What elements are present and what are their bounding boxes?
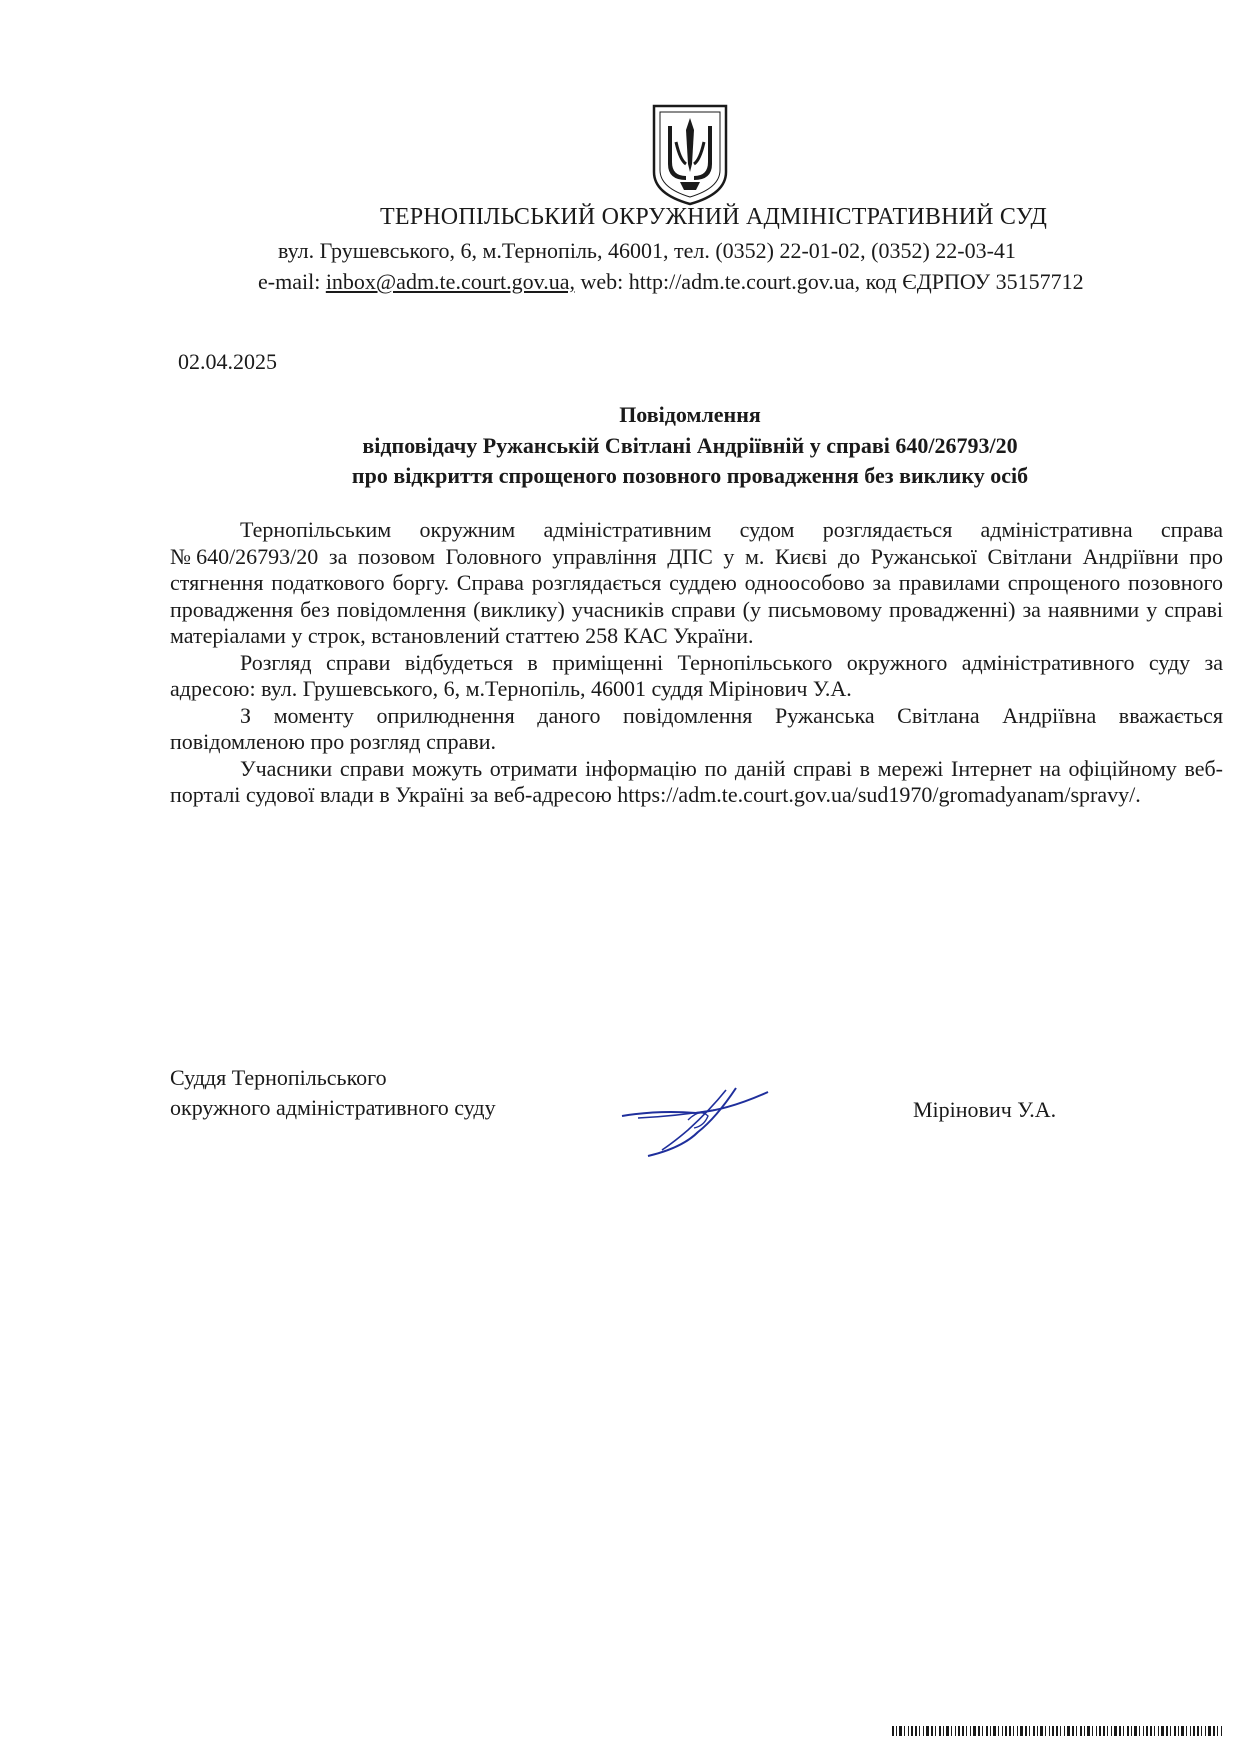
- barcode-bar: [939, 1726, 941, 1736]
- barcode-bar: [1170, 1726, 1171, 1736]
- barcode-bar: [955, 1726, 956, 1736]
- barcode-bar: [892, 1726, 894, 1736]
- court-name: ТЕРНОПІЛЬСЬКИЙ ОКРУЖНИЙ АДМІНІСТРАТИВНИЙ СУД: [380, 204, 1048, 230]
- barcode-bar: [1134, 1726, 1137, 1736]
- barcode-bar: [1060, 1726, 1061, 1736]
- barcode-bar: [998, 1726, 999, 1736]
- paragraph-venue: Розгляд справи відбудеться в приміщенні Тернопільського окружного адміністративного суду за адресою: вул. Грушевського, 6, м.Тернопіль, 46001 суддя Мірінович У.А.: [170, 649, 1223, 701]
- barcode-bar: [1045, 1726, 1046, 1736]
- barcode-bar: [926, 1726, 929, 1736]
- barcode-bar: [986, 1726, 988, 1736]
- barcode-strip: [892, 1726, 1222, 1736]
- barcode-bar: [1076, 1726, 1077, 1736]
- heading-addressee: відповідачу Ружанській Світлані Андріївній у справі 640/26793/20: [362, 432, 1018, 458]
- barcode-bar: [931, 1726, 933, 1736]
- barcode-bar: [1186, 1726, 1187, 1736]
- barcode-bar: [1096, 1726, 1097, 1736]
- barcode-bar: [962, 1726, 964, 1736]
- barcode-bar: [1114, 1726, 1117, 1736]
- barcode-bar: [1009, 1726, 1011, 1736]
- barcode-bar: [951, 1726, 952, 1736]
- barcode-bar: [919, 1726, 920, 1736]
- barcode-bar: [1166, 1726, 1168, 1736]
- barcode-bar: [1127, 1726, 1129, 1736]
- barcode-bar: [1052, 1726, 1054, 1736]
- barcode-bar: [1161, 1726, 1164, 1736]
- barcode-bar: [1107, 1726, 1108, 1736]
- heading-subject: про відкриття спрощеного позовного провадження без виклику осіб: [351, 463, 1029, 488]
- barcode-bar: [1143, 1726, 1144, 1736]
- barcode-bar: [1208, 1726, 1211, 1736]
- barcode-bar: [1072, 1726, 1074, 1736]
- barcode-bar: [982, 1726, 983, 1736]
- barcode-bar: [1190, 1726, 1191, 1736]
- barcode-bar: [915, 1726, 917, 1736]
- court-contacts: [258, 269, 1084, 295]
- barcode-bar: [1040, 1726, 1043, 1736]
- barcode-bar: [908, 1726, 909, 1736]
- paragraph-case-description: Тернопільським окружним адміністративним судом розглядається адміністративна справа №640/26793/20 за позовом Головного управління ДПС у м. Києві до Ружанської Світлани Андріївни про стягнення податкового боргу. Справа розглядається суддею одноособово за правилами спрощеного позовного провадження без повідомлення (виклику) учасників справи (у письмовому провадженні) за наявними у справі матеріалами у строк, встановлений статтею 258 КАС України.: [170, 517, 1223, 648]
- barcode-bar: [1033, 1726, 1035, 1736]
- barcode-bar: [1017, 1726, 1018, 1736]
- notice-body: [170, 517, 1223, 809]
- barcode-bar: [1150, 1726, 1152, 1736]
- barcode-bar: [1005, 1726, 1007, 1736]
- barcode-bar: [1181, 1726, 1184, 1736]
- barcode-bar: [1139, 1726, 1140, 1736]
- paragraph-notification: З моменту оприлюднення даного повідомлення Ружанська Світлана Андріївна вважається повідомленою про розгляд справи.: [170, 702, 1223, 754]
- barcode-bar: [904, 1726, 905, 1736]
- barcode-bar: [978, 1726, 980, 1736]
- barcode-bar: [1158, 1726, 1159, 1736]
- position-line-2: окружного адміністративного суду: [170, 1095, 496, 1120]
- barcode-bar: [943, 1726, 944, 1736]
- barcode-bar: [1037, 1726, 1038, 1736]
- barcode-bar: [923, 1726, 924, 1736]
- barcode-bar: [1087, 1726, 1090, 1736]
- barcode-bar: [896, 1726, 897, 1736]
- heading-title: Повідомлення: [619, 402, 761, 427]
- barcode-bar: [911, 1726, 913, 1736]
- document-date: 02.04.2025: [178, 349, 277, 374]
- barcode-bar: [1131, 1726, 1132, 1736]
- barcode-bar: [1103, 1726, 1105, 1736]
- barcode-bar: [1067, 1726, 1070, 1736]
- barcode-bar: [1123, 1726, 1124, 1736]
- barcode-bar: [1084, 1726, 1085, 1736]
- barcode-bar: [1092, 1726, 1093, 1736]
- signatory-position: [170, 1063, 496, 1123]
- email-prefix: e-mail:: [258, 269, 326, 294]
- barcode-bar: [1201, 1726, 1202, 1736]
- barcode-bar: [935, 1726, 936, 1736]
- barcode-bar: [1099, 1726, 1101, 1736]
- barcode-bar: [958, 1726, 960, 1736]
- barcode-bar: [966, 1726, 967, 1736]
- notice-heading: [160, 400, 1220, 492]
- barcode-bar: [1020, 1726, 1023, 1736]
- barcode-bar: [1111, 1726, 1112, 1736]
- barcode-bar: [1119, 1726, 1121, 1736]
- barcode-bar: [1056, 1726, 1058, 1736]
- barcode-bar: [899, 1726, 902, 1736]
- barcode-bar: [1213, 1726, 1215, 1736]
- barcode-bar: [1049, 1726, 1050, 1736]
- barcode-bar: [973, 1726, 976, 1736]
- handwritten-signature: [618, 1080, 778, 1160]
- barcode-bar: [993, 1726, 996, 1736]
- barcode-bar: [1154, 1726, 1155, 1736]
- barcode-bar: [1197, 1726, 1199, 1736]
- email-link[interactable]: inbox@adm.te.court.gov.ua,: [325, 269, 575, 294]
- signatory-name: Мірінович У.А.: [913, 1097, 1057, 1122]
- barcode-bar: [1029, 1726, 1030, 1736]
- barcode-bar: [1221, 1726, 1222, 1736]
- barcode-bar: [990, 1726, 991, 1736]
- barcode-bar: [1064, 1726, 1065, 1736]
- barcode-bar: [1146, 1726, 1148, 1736]
- paragraph-online-info: Учасники справи можуть отримати інформацію по даній справі в мережі Інтернет на офіційному веб-порталі судової влади в Україні за веб-адресою https://adm.te.court.gov.ua/sud1970/gromadyanam/spravy/.: [170, 755, 1223, 807]
- barcode-bar: [946, 1726, 949, 1736]
- barcode-bar: [1217, 1726, 1218, 1736]
- barcode-bar: [1025, 1726, 1027, 1736]
- barcode-bar: [970, 1726, 971, 1736]
- web-and-code: web: http://adm.te.court.gov.ua, код ЄДРПОУ 35157712: [574, 269, 1084, 294]
- barcode-bar: [1013, 1726, 1014, 1736]
- barcode-bar: [1205, 1726, 1206, 1736]
- barcode-bar: [1080, 1726, 1082, 1736]
- coat-of-arms-icon: [650, 102, 730, 208]
- court-address: вул. Грушевського, 6, м.Тернопіль, 46001, тел. (0352) 22-01-02, (0352) 22-03-41: [278, 238, 1016, 263]
- barcode-bar: [1002, 1726, 1003, 1736]
- barcode-bar: [1178, 1726, 1179, 1736]
- position-line-1: Суддя Тернопільського: [170, 1065, 387, 1090]
- barcode-bar: [1193, 1726, 1195, 1736]
- barcode-bar: [1174, 1726, 1176, 1736]
